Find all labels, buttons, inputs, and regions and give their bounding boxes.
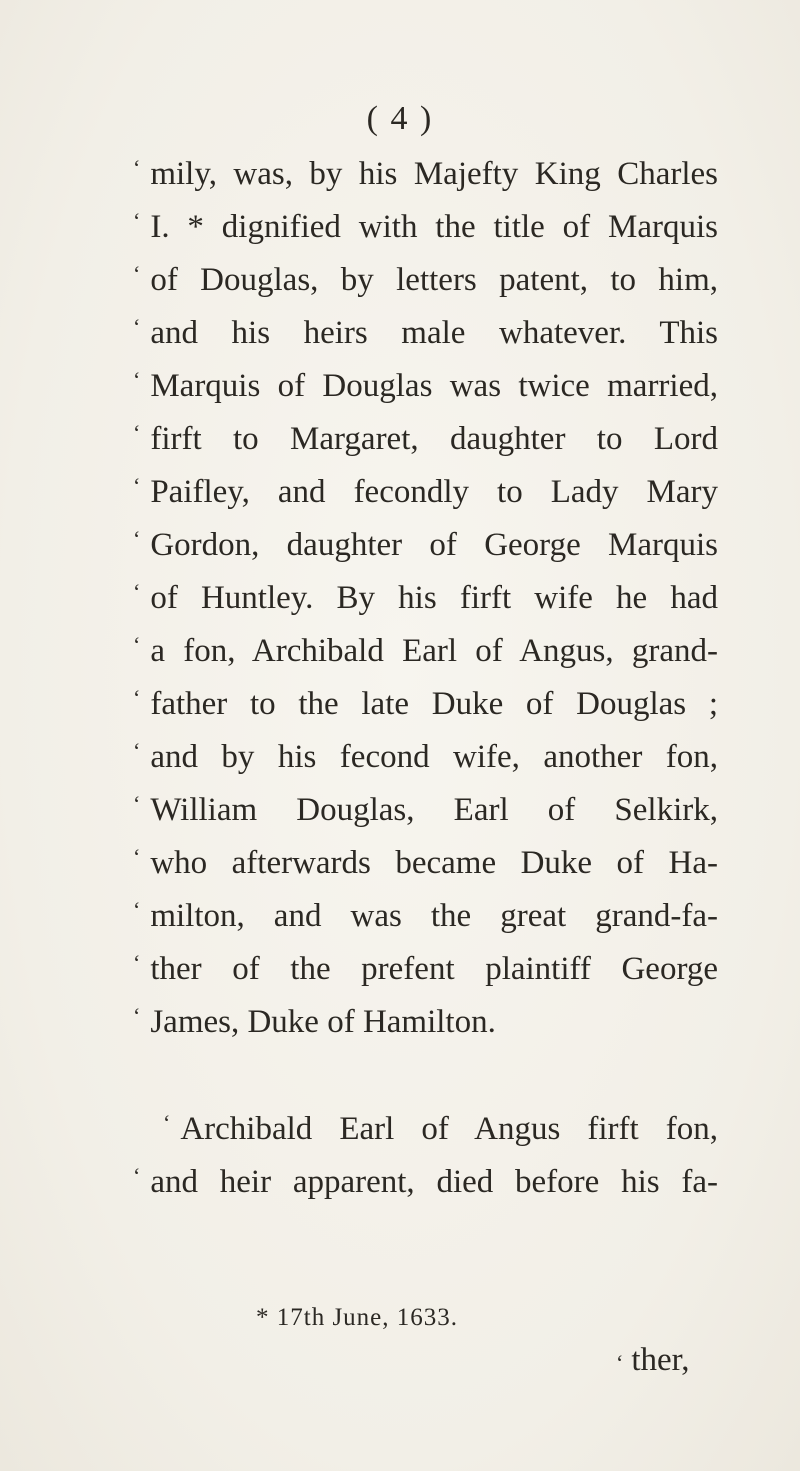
footnote: * 17th June, 1633. [256, 1304, 459, 1331]
paragraph-gap [133, 1049, 718, 1103]
text-line: ‘ Archibald Earl of Angus firft fon, [133, 1103, 718, 1156]
text-line: ‘ William Douglas, Earl of Selkirk, [133, 784, 718, 837]
quote-mark: ‘ [133, 632, 141, 657]
quote-mark: ‘ [133, 261, 141, 286]
text-line: ‘ a fon, Archibald Earl of Angus, grand- [133, 625, 718, 678]
quote-mark: ‘ [133, 420, 141, 445]
text-line: ‘ ther of the prefent plaintiff George [133, 943, 718, 996]
text-line: ‘ and by his fecond wife, another fon, [133, 731, 718, 784]
text-line: ‘ James, Duke of Hamilton. [133, 996, 718, 1049]
quote-mark: ‘ [133, 579, 141, 604]
quote-mark: ‘ [133, 950, 141, 975]
text-line: ‘ and his heirs male whatever. This [133, 307, 718, 360]
quote-mark: ‘ [133, 844, 141, 869]
quote-mark: ‘ [133, 367, 141, 392]
quote-mark: ‘ [133, 314, 141, 339]
text-line: ‘ Marquis of Douglas was twice married, [133, 360, 718, 413]
text-line: ‘ father to the late Duke of Douglas ; [133, 678, 718, 731]
text-line: ‘ and heir apparent, died before his fa- [133, 1156, 718, 1209]
text-line: ‘ mily, was, by his Majefty King Charles [133, 148, 718, 201]
text-line: ‘ of Huntley. By his firft wife he had [133, 572, 718, 625]
text-line: ‘ Paifley, and fecondly to Lady Mary [133, 466, 718, 519]
text-line: ‘ Gordon, daughter of George Marquis [133, 519, 718, 572]
page-number: ( 4 ) [366, 100, 434, 137]
quote-mark: ‘ [133, 473, 141, 498]
quote-mark: ‘ [133, 897, 141, 922]
quote-mark: ‘ [616, 1350, 624, 1375]
quote-mark: ‘ [133, 1003, 141, 1028]
body-text [133, 148, 718, 1209]
text-line: ‘ firft to Margaret, daughter to Lord [133, 413, 718, 466]
text-line: ‘ who afterwards became Duke of Ha- [133, 837, 718, 890]
catchword [616, 1334, 690, 1389]
text-line: ‘ milton, and was the great grand-fa- [133, 890, 718, 943]
quote-mark: ‘ [133, 738, 141, 763]
quote-mark: ‘ [133, 526, 141, 551]
text-line: ‘ of Douglas, by letters patent, to him, [133, 254, 718, 307]
text-line: ‘ I. * dignified with the title of Marquis [133, 201, 718, 254]
quote-mark: ‘ [133, 791, 141, 816]
quote-mark: ‘ [133, 685, 141, 710]
catchword-text: ther, [631, 1342, 690, 1378]
quote-mark: ‘ [133, 208, 141, 233]
quote-mark: ‘ [163, 1110, 171, 1135]
quote-mark: ‘ [133, 1163, 141, 1188]
quote-mark: ‘ [133, 155, 141, 180]
